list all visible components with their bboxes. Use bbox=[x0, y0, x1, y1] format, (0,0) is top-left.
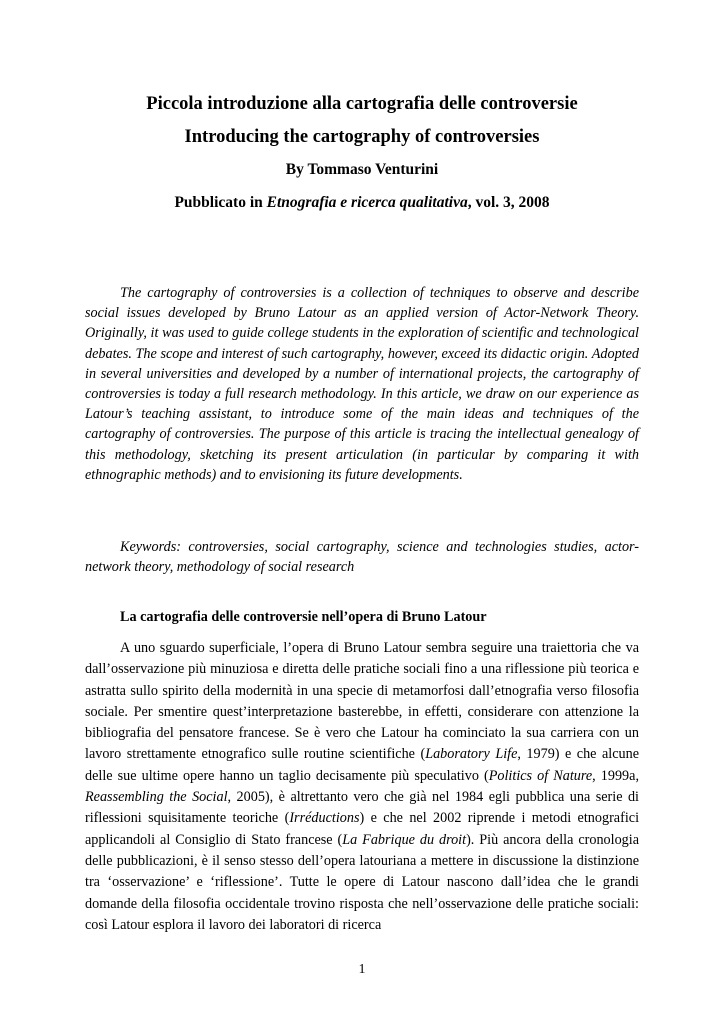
body-text-part-2: , 1979) e che alcune delle sue ultime opere hanno un taglio decisamente più speculativo ( bbox=[85, 746, 639, 784]
author-byline: By Tommaso Venturini bbox=[285, 161, 439, 178]
body-paragraph bbox=[85, 638, 639, 936]
title-english: Introducing the cartography of controversies bbox=[184, 127, 540, 147]
book-title-reassembling-the-social: Reassembling the Social bbox=[85, 789, 228, 806]
title-block bbox=[85, 94, 639, 212]
body-text-part-1: A uno sguardo superficiale, l’opera di Bruno Latour sembra seguire una traiettoria che va dall’osservazione più minuziosa e diretta delle pratiche sociali fino a una riflessione più teorica e astratta sullo spirito della modernità in una specie di metamorfosi dall’etnografia verso filosofia sociale. Per smentire quest’interpretazione basterebbe, in effetti, considerare con attenzione la bibliografia del pensatore francese. Se è vero che Latour ha cominciato la sua carriera con un lavoro strettamente etnografico sulle routine scientifiche ( bbox=[85, 640, 639, 763]
book-title-laboratory-life: Laboratory Life bbox=[425, 746, 518, 763]
section-heading: La cartografia delle controversie nell’opera di Bruno Latour bbox=[120, 609, 487, 625]
publication-suffix: , vol. 3, 2008 bbox=[467, 194, 550, 211]
book-title-politics-of-nature: Politics of Nature bbox=[488, 767, 593, 784]
abstract-paragraph: The cartography of controversies is a collection of techniques to observe and describe social issues developed by Bruno Latour as an applied version of Actor-Network Theory. Originally, it was used to guide college students in the exploration of scientific and technological debates. The scope and interest of such cartography, however, exceed its didactic origin. Adopted in several universities and developed by a number of international projects, the cartography of controversies is today a full research methodology. In this article, we draw on our experience as Latour’s teaching assistant, to introduce some of the main ideas and techniques of the cartography of controversies. The purpose of this article is tracing the intellectual genealogy of this methodology, sketching its present articulation (in particular by comparing it with ethnographic methods) and to envisioning its future developments. bbox=[85, 285, 639, 483]
book-title-la-fabrique-du-droit: La Fabrique du droit bbox=[342, 831, 467, 848]
body-text-part-4: , 2005), è altrettanto vero che già nel 1984 egli pubblica una serie di riflessioni squisitamente teoriche ( bbox=[85, 789, 639, 827]
book-title-irreductions: Irréductions bbox=[289, 810, 360, 827]
keywords-paragraph: Keywords: controversies, social cartography, science and technologies studies, actor-network theory, methodology of social research bbox=[85, 539, 639, 576]
body-text-part-6: ). Più ancora della cronologia delle pubblicazioni, è il senso stesso dell’opera latouriana a mettere in discussione la distinzione tra ‘osservazione’ e ‘riflessione’. Tutte le opere di Latour nascono dall’idea che le grandi domande della filosofia occidentale trovino risposta che nell’osservazione delle pratiche sociali: così Latour esplora il lavoro dei laboratori di ricerca bbox=[85, 831, 640, 933]
title-italian: Piccola introduzione alla cartografia delle controversie bbox=[146, 94, 578, 114]
page-number: 1 bbox=[358, 962, 366, 977]
publication-info bbox=[85, 194, 639, 212]
body-text-part-5: ) e che nel 2002 riprende i metodi etnografici applicandoli al Consiglio di Stato francese ( bbox=[85, 810, 640, 848]
body-text-part-3: , 1999a, bbox=[592, 767, 639, 784]
publication-journal: Etnografia e ricerca qualitativa bbox=[266, 194, 468, 211]
publication-prefix: Pubblicato in bbox=[174, 194, 267, 211]
